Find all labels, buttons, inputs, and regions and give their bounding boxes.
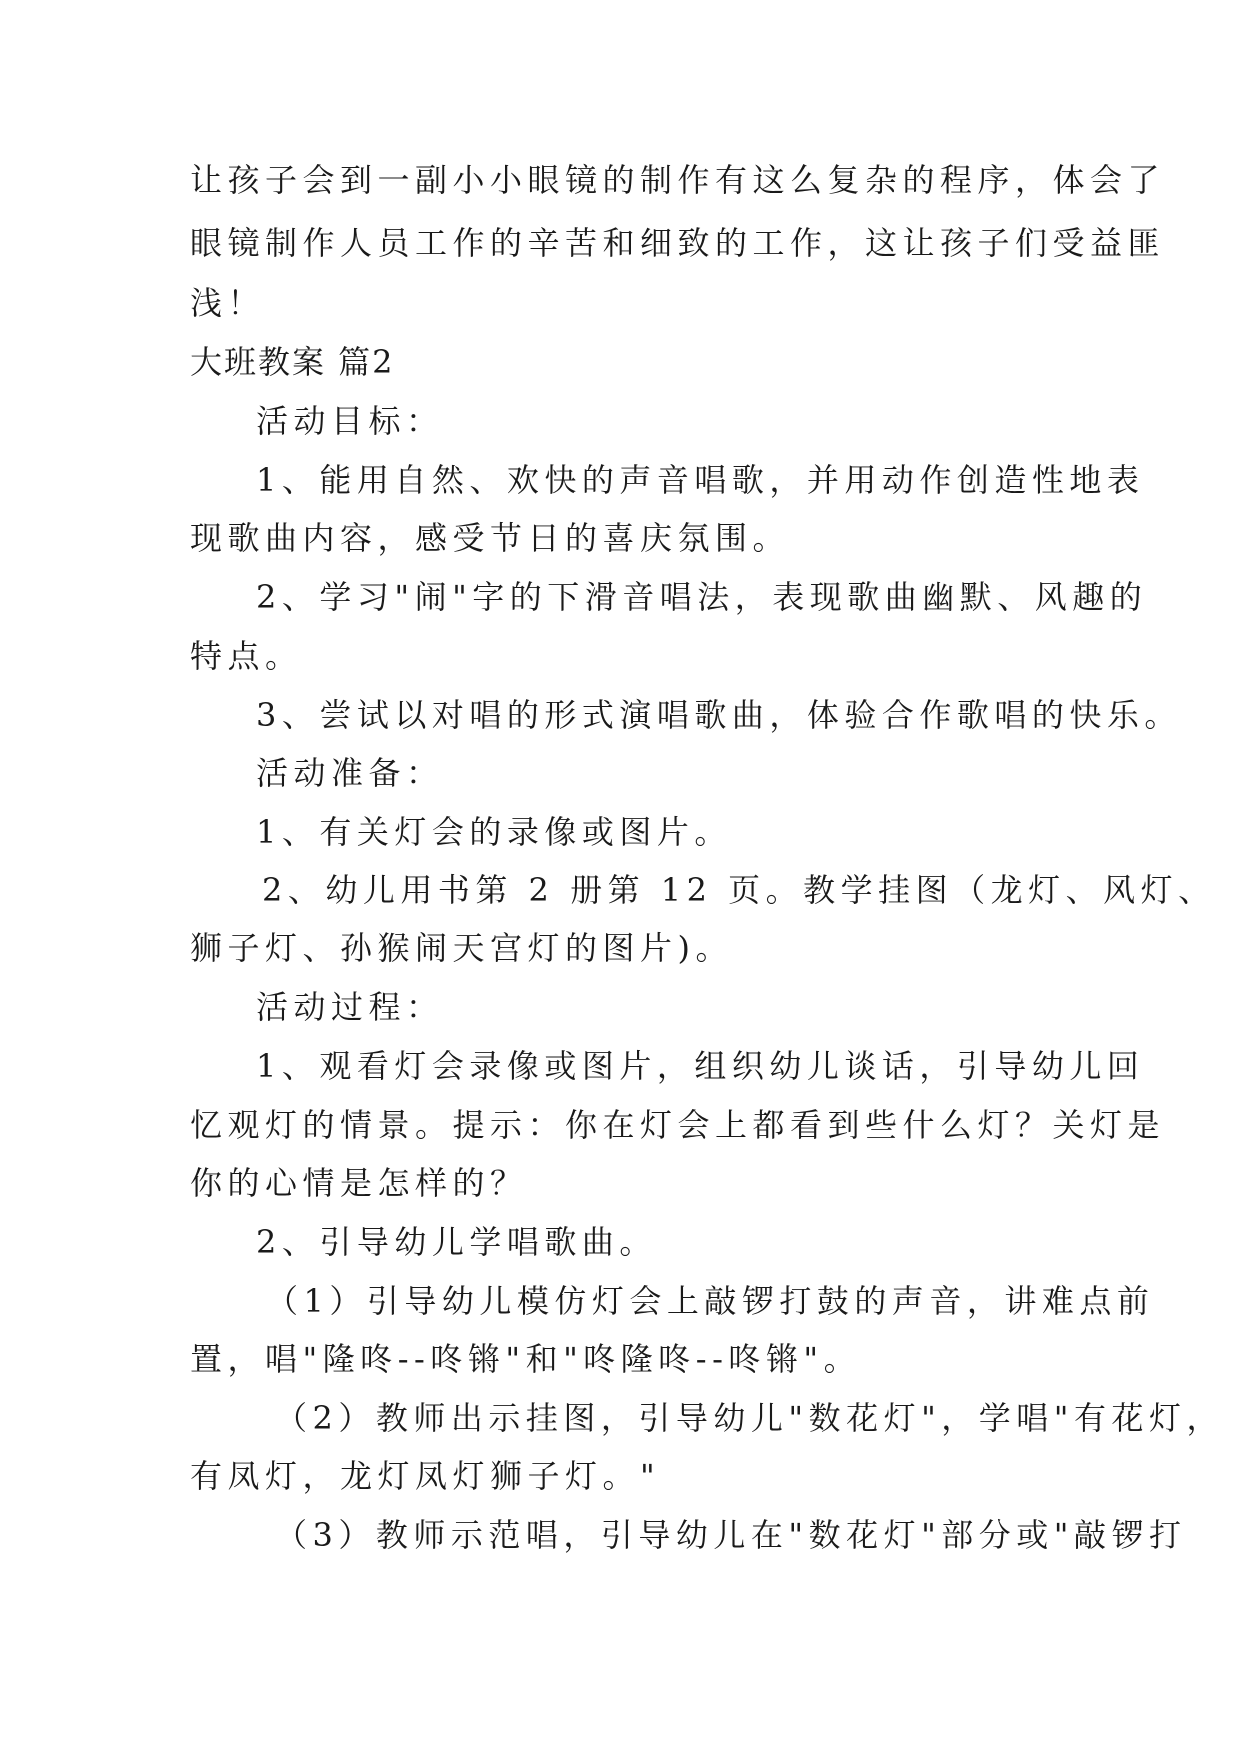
text-line: 有凤灯，龙灯凤灯狮子灯。" (190, 1457, 661, 1495)
text-line: 让孩子会到一副小小眼镜的制作有这么复杂的程序，体会了 (190, 161, 1166, 199)
subheading-activity-preparation: 活动准备： (256, 754, 444, 792)
text-line: 3、尝试以对唱的形式演唱歌曲，体验合作歌唱的快乐。 (256, 696, 1182, 734)
subheading-activity-goals: 活动目标： (256, 402, 444, 440)
text-line: （1）引导幼儿模仿灯会上敲锣打鼓的声音，讲难点前 (266, 1282, 1155, 1320)
text-line: 1、观看灯会录像或图片，组织幼儿谈话，引导幼儿回 (256, 1047, 1145, 1085)
text-line: 1、能用自然、欢快的声音唱歌，并用动作创造性地表 (256, 461, 1145, 499)
text-line: 置，唱"隆咚--咚锵"和"咚隆咚--咚锵"。 (190, 1340, 862, 1378)
section-heading: 大班教案 篇2 (190, 343, 395, 381)
text-line: 忆观灯的情景。提示：你在灯会上都看到些什么灯？关灯是 (190, 1106, 1166, 1144)
text-line: 浅！ (190, 284, 266, 322)
text-line: 你的心情是怎样的？ (190, 1164, 528, 1202)
text-line: 1、有关灯会的录像或图片。 (256, 813, 732, 851)
text-line: 狮子灯、孙猴闹天宫灯的图片)。 (190, 929, 733, 967)
text-line: 2、学习"闹"字的下滑音唱法，表现歌曲幽默、风趣的 (256, 578, 1148, 616)
text-line: 2、引导幼儿学唱歌曲。 (256, 1223, 657, 1261)
text-line: 2、幼儿用书第 2 册第 12 页。教学挂图（龙灯、风灯、 (262, 871, 1216, 909)
subheading-activity-process: 活动过程： (256, 988, 444, 1026)
text-line: （2）教师出示挂图，引导幼儿"数花灯"，学唱"有花灯， (275, 1399, 1225, 1437)
text-line: 眼镜制作人员工作的辛苦和细致的工作，这让孩子们受益匪 (190, 224, 1166, 262)
text-line: 现歌曲内容，感受节日的喜庆氛围。 (190, 519, 791, 557)
text-line: （3）教师示范唱，引导幼儿在"数花灯"部分或"敲锣打 (275, 1516, 1187, 1554)
text-line: 特点。 (190, 637, 303, 675)
